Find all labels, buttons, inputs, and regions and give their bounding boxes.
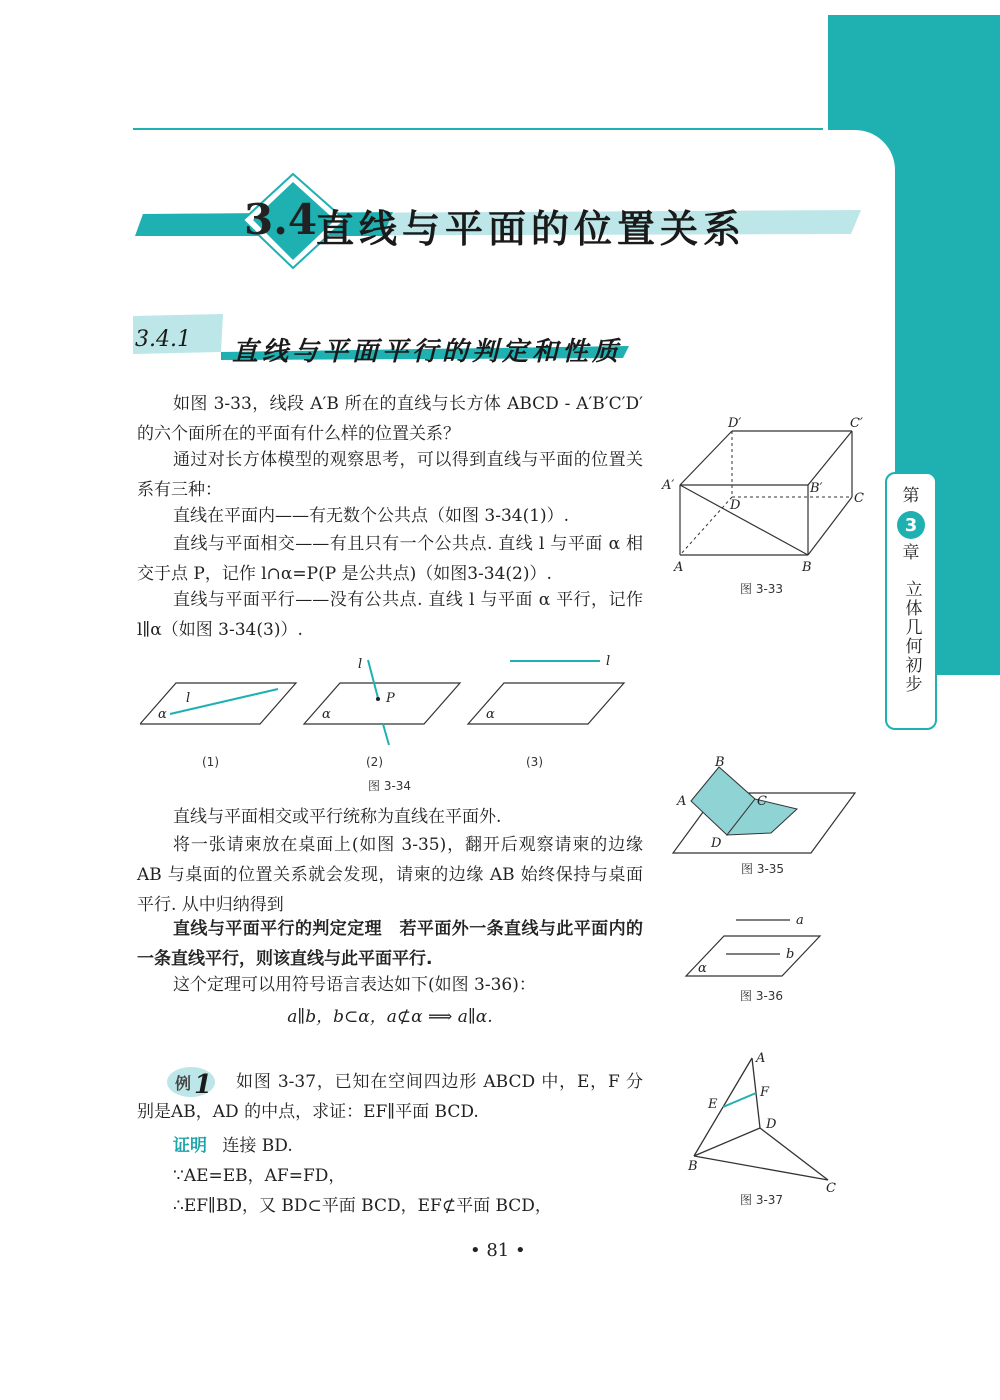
paragraph-1: 如图 3-33，线段 A′B 所在的直线与长方体 ABCD - A′B′C′D′的六个面所在的平面有什么样的位置关系？	[137, 394, 643, 444]
proof-line-1	[173, 1131, 643, 1161]
fig37-label: A	[756, 1051, 766, 1066]
proof-line-2: ∵AE=EB，AF=FD，	[173, 1166, 346, 1186]
fig33-label: B′	[810, 481, 823, 496]
paragraph-8: 这个定理可以用符号语言表达如下(如图 3-36)：	[173, 975, 536, 995]
fig33-label: D′	[728, 416, 742, 431]
fig37-caption: 图 3-37	[740, 1193, 784, 1207]
fig33-caption: 图 3-33	[740, 582, 784, 596]
figure-3-36	[680, 910, 860, 1010]
fig33-label: D	[730, 498, 741, 513]
paragraph-5: 直线与平面平行——没有公共点. 直线 l 与平面 α 平行，记作 l∥α（如图 3-34(3)）.	[137, 590, 643, 640]
chapter-number-badge: 3	[897, 511, 925, 539]
chapter-tab[interactable]	[885, 472, 937, 730]
figure-3-35	[665, 755, 865, 880]
fig37-label: C	[826, 1181, 836, 1196]
fig34-label: l	[358, 657, 363, 672]
fig37-label: F	[760, 1085, 770, 1100]
section-title: 直线与平面的位置关系	[316, 207, 747, 251]
subsection-number: 3.4.1	[135, 327, 191, 352]
fig34-label: P	[386, 691, 395, 706]
subsection-title: 直线与平面平行的判定和性质	[232, 337, 623, 367]
fig34-label: α	[158, 707, 167, 722]
fig37-label: E	[708, 1097, 718, 1112]
fig35-label: B	[715, 755, 725, 770]
fig35-caption: 图 3-35	[741, 862, 785, 876]
fig33-label: A′	[662, 478, 675, 493]
example-text: 如图 3-37，已知在空间四边形 ABCD 中，E，F 分别是AB，AD 的中点，求证：EF∥平面 BCD.	[137, 1072, 643, 1122]
fig36-label: α	[698, 961, 707, 976]
example-label: 例	[175, 1074, 192, 1093]
intersecting-line-lower	[383, 724, 389, 745]
fig37-label: B	[688, 1159, 698, 1174]
fig35-label: C	[757, 794, 767, 809]
fig36-label: b	[786, 947, 795, 962]
chapter-name: 立体几何初步	[901, 580, 922, 694]
figure-3-33	[660, 415, 870, 605]
proof-line-3: ∴EF∥BD，又 BD⊂平面 BCD，EF⊄平面 BCD，	[173, 1196, 552, 1216]
paragraph-7: 将一张请柬放在桌面上(如图 3-35)，翻开后观察请柬的边缘 AB 与桌面的位置关系就会发现，请柬的边缘 AB 始终保持与桌面平行. 从中归纳得到	[137, 835, 643, 915]
figure-3-34	[140, 650, 640, 800]
fig33-label: A	[674, 560, 684, 575]
paragraph-4: 直线与平面相交——有且只有一个公共点. 直线 l 与平面 α 相交于点 P，记作 l∩α=P(P 是公共点)（如图3-34(2)）.	[137, 534, 643, 584]
paragraph-3: 直线在平面内——有无数个公共点（如图 3-34(1)）.	[173, 506, 570, 526]
fig37-label: D	[766, 1117, 777, 1132]
chapter-tab-char2: 章	[902, 543, 920, 563]
fig33-label: C′	[850, 416, 863, 431]
example-number: 1	[194, 1070, 213, 1100]
section-number: 3.4	[244, 195, 318, 244]
segment-ef	[723, 1093, 756, 1107]
fig34-sub-1: (1)	[202, 755, 219, 769]
fig33-label: C	[854, 491, 864, 506]
fig36-caption: 图 3-36	[740, 989, 784, 1003]
fig33-label: B	[802, 560, 812, 575]
fig34-label: l	[186, 691, 191, 706]
fig34-sub-3: (3)	[526, 755, 543, 769]
fig34-label: α	[322, 707, 331, 722]
page-number: • 81 •	[470, 1240, 526, 1261]
fig36-label: a	[796, 913, 804, 928]
proof-label: 证明	[173, 1136, 207, 1156]
proof-text: 连接 BD.	[222, 1136, 293, 1156]
point-p	[376, 697, 380, 701]
fig34-label: l	[606, 654, 611, 669]
paragraph-6: 直线与平面相交或平行统称为直线在平面外.	[173, 807, 502, 827]
fig34-sub-2: (2)	[366, 755, 383, 769]
paragraph-2: 通过对长方体模型的观察思考，可以得到直线与平面的位置关系有三种：	[137, 450, 643, 500]
theorem: 直线与平面平行的判定定理 若平面外一条直线与此平面内的一条直线平行，则该直线与此平面平行.	[137, 919, 643, 969]
fig34-label: α	[486, 707, 495, 722]
intersecting-line-upper	[368, 660, 378, 698]
fig35-label: D	[711, 836, 722, 851]
chapter-tab-char1: 第	[902, 486, 920, 506]
figure-3-37	[680, 1050, 860, 1210]
fig35-label: A	[677, 794, 687, 809]
symbolic-formula: a∥b，b⊂α，a⊄α ⟹ a∥α.	[287, 1007, 493, 1027]
fig34-caption: 图 3-34	[368, 779, 412, 793]
segment-a1b	[680, 485, 808, 555]
